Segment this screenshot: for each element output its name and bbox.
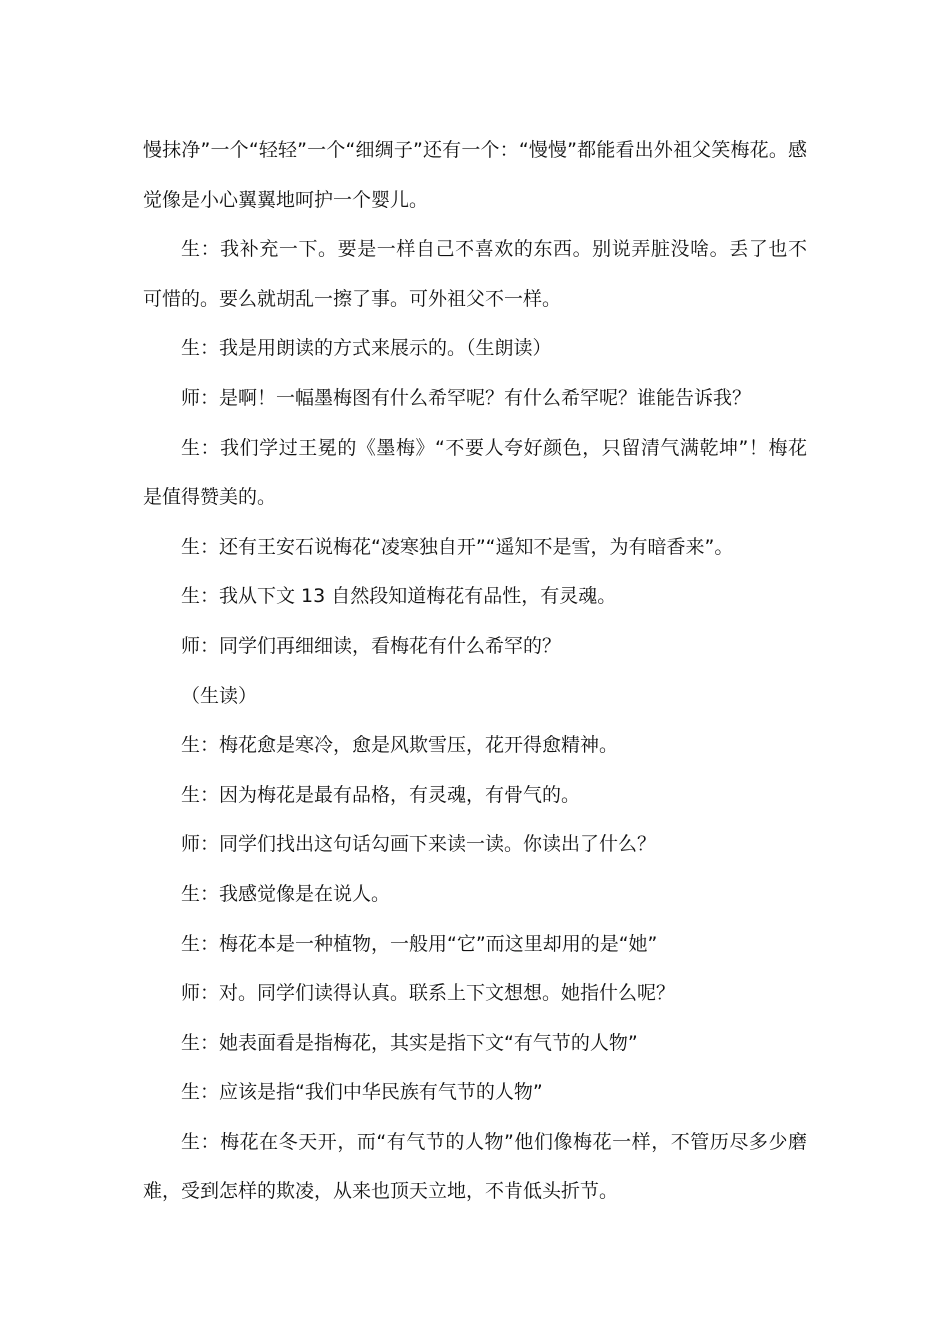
paragraph-3: 生：我是用朗读的方式来展示的。（生朗读） (181, 337, 552, 360)
paragraph-11: 生：因为梅花是最有品格，有灵魂，有骨气的。 (181, 783, 581, 806)
paragraph-5: 生：我们学过王冕的《墨梅》“不要人夸好颜色，只留清气满乾坤”！梅花是值得赞美的。 (143, 436, 807, 509)
paragraph-6: 生：还有王安石说梅花“凌寒独自开”“遥知不是雪，为有暗香来”。 (181, 535, 734, 558)
paragraph-2: 生：我补充一下。要是一样自己不喜欢的东西。别说弄脏没啥。丢了也不可惜的。要么就胡乱一擦了事。可外祖父不一样。 (143, 238, 807, 310)
paragraph-14: 生：梅花本是一种植物，一般用“它”而这里却用的是“她” (181, 932, 658, 955)
paragraph-10: 生：梅花愈是寒冷，愈是风欺雪压，花开得愈精神。 (181, 734, 619, 757)
paragraph-4: 师：是啊！一幅墨梅图有什么希罕呢？有什么希罕呢？谁能告诉我？ (181, 386, 752, 409)
paragraph-7: 生：我从下文 13 自然段知道梅花有品性，有灵魂。 (181, 585, 617, 608)
paragraph-15: 师：对。同学们读得认真。联系上下文想想。她指什么呢？ (181, 982, 676, 1005)
paragraph-17: 生：应该是指“我们中华民族有气节的人物” (181, 1081, 543, 1104)
paragraph-8: 师：同学们再细细读，看梅花有什么希罕的？ (181, 634, 562, 657)
paragraph-1: 慢抹净”一个“轻轻”一个“细绸子”还有一个：“慢慢”都能看出外祖父笑梅花。感觉像是小心翼翼地呵护一个婴儿。 (143, 139, 807, 211)
paragraph-12: 师：同学们找出这句话勾画下来读一读。你读出了什么？ (181, 833, 657, 856)
document-body (143, 126, 807, 1217)
paragraph-9: （生读） (181, 684, 258, 707)
paragraph-16: 生：她表面看是指梅花，其实是指下文“有气节的人物” (181, 1031, 638, 1054)
paragraph-13: 生：我感觉像是在说人。 (181, 882, 391, 905)
paragraph-18: 生：梅花在冬天开，而“有气节的人物”他们像梅花一样，不管历尽多少磨难，受到怎样的欺凌，从来也顶天立地，不肯低头折节。 (143, 1130, 807, 1203)
